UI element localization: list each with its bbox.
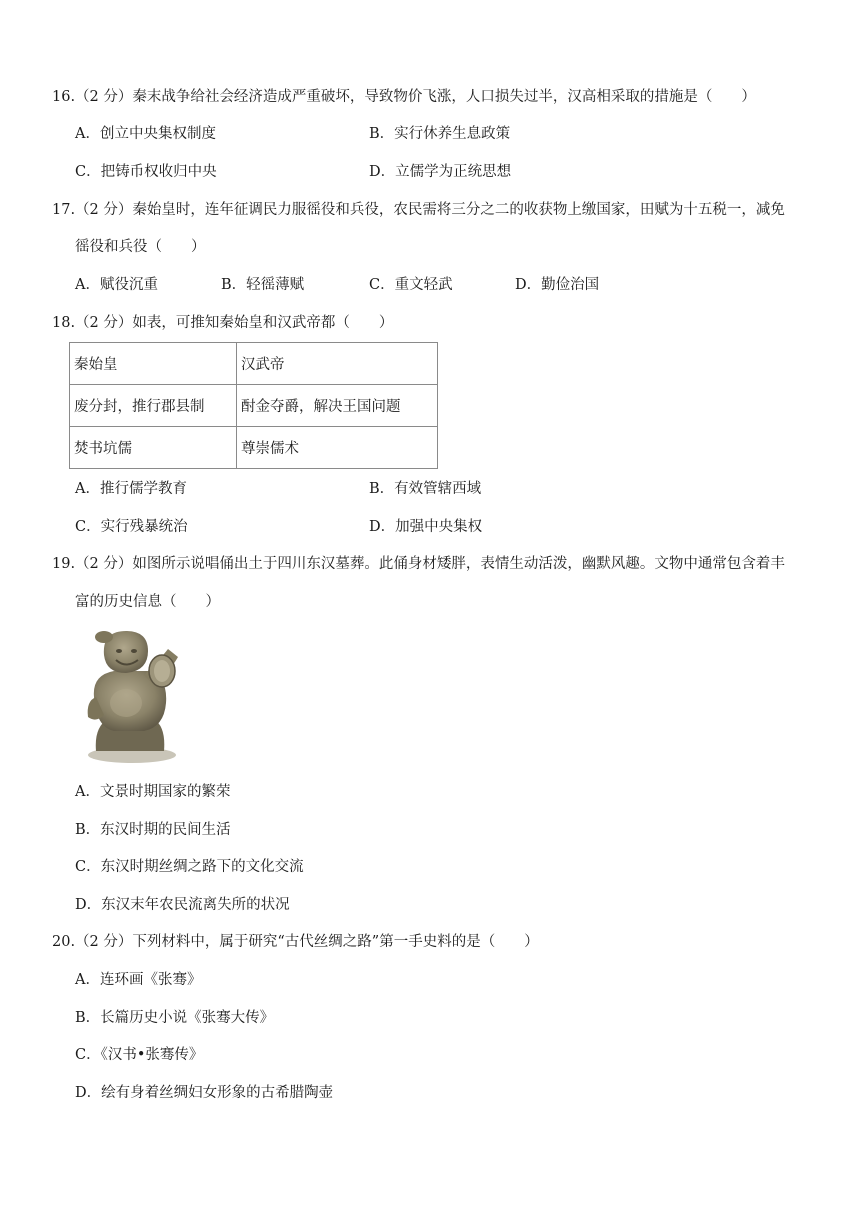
storyteller-figurine-image [74, 627, 188, 765]
question-17-option-c[interactable]: C．重文轻武 [369, 277, 453, 293]
table-row [70, 385, 438, 427]
question-16-option-b[interactable]: B．实行休养生息政策 [369, 126, 511, 142]
question-16-option-d[interactable]: D．立儒学为正统思想 [369, 164, 512, 180]
question-20-option-d[interactable]: D．绘有身着丝绸妇女形象的古希腊陶壶 [75, 1085, 334, 1101]
comparison-table [69, 342, 438, 469]
question-16-option-a[interactable]: A．创立中央集权制度 [75, 126, 216, 142]
question-17-stem: 17.（2 分）秦始皇时，连年征调民力服徭役和兵役，农民需将三分之二的收获物上缴国家，田赋为十五税一，减免 [52, 202, 785, 218]
question-16-option-c[interactable]: C．把铸币权收归中央 [75, 164, 217, 180]
question-19-option-c[interactable]: C．东汉时期丝绸之路下的文化交流 [75, 859, 304, 875]
question-17-option-d[interactable]: D．勤俭治国 [515, 277, 600, 293]
question-19-option-d[interactable]: D．东汉末年农民流离失所的状况 [75, 897, 290, 913]
table-cell: 酎金夺爵，解决王国问题 [237, 385, 438, 427]
table-row [70, 427, 438, 469]
question-18-option-b[interactable]: B．有效管辖西域 [369, 481, 482, 497]
question-19-stem-cont: 富的历史信息（ ） [75, 594, 220, 610]
question-18-option-d[interactable]: D．加强中央集权 [369, 519, 483, 535]
question-20-option-c[interactable]: C．《汉书•张骞传》 [75, 1047, 204, 1063]
question-19-option-a[interactable]: A．文景时期国家的繁荣 [75, 784, 231, 800]
question-17-stem-cont: 徭役和兵役（ ） [75, 239, 206, 255]
table-row [70, 343, 438, 385]
figurine-icon [74, 627, 188, 765]
table-cell: 尊崇儒术 [237, 427, 438, 469]
question-20-option-b[interactable]: B．长篇历史小说《张骞大传》 [75, 1010, 275, 1026]
question-20-option-a[interactable]: A．连环画《张骞》 [75, 972, 202, 988]
table-cell: 焚书坑儒 [70, 427, 237, 469]
question-18-stem: 18.（2 分）如表，可推知秦始皇和汉武帝都（ ） [52, 315, 394, 331]
table-cell: 废分封，推行郡县制 [70, 385, 237, 427]
question-18-option-c[interactable]: C．实行残暴统治 [75, 519, 188, 535]
table-cell: 秦始皇 [70, 343, 237, 385]
question-19-stem: 19.（2 分）如图所示说唱俑出土于四川东汉墓葬。此俑身材矮胖，表情生动活泼，幽默风趣。文物中通常包含着丰 [52, 556, 785, 572]
question-16-stem: 16.（2 分）秦末战争给社会经济造成严重破坏，导致物价飞涨，人口损失过半，汉高相采取的措施是（ ） [52, 89, 756, 105]
question-17-option-a[interactable]: A．赋役沉重 [75, 277, 158, 293]
question-20-stem: 20.（2 分）下列材料中，属于研究“古代丝绸之路”第一手史料的是（ ） [52, 934, 539, 950]
table-cell: 汉武帝 [237, 343, 438, 385]
question-19-option-b[interactable]: B．东汉时期的民间生活 [75, 822, 231, 838]
question-17-option-b[interactable]: B．轻徭薄赋 [221, 277, 305, 293]
question-18-option-a[interactable]: A．推行儒学教育 [75, 481, 187, 497]
